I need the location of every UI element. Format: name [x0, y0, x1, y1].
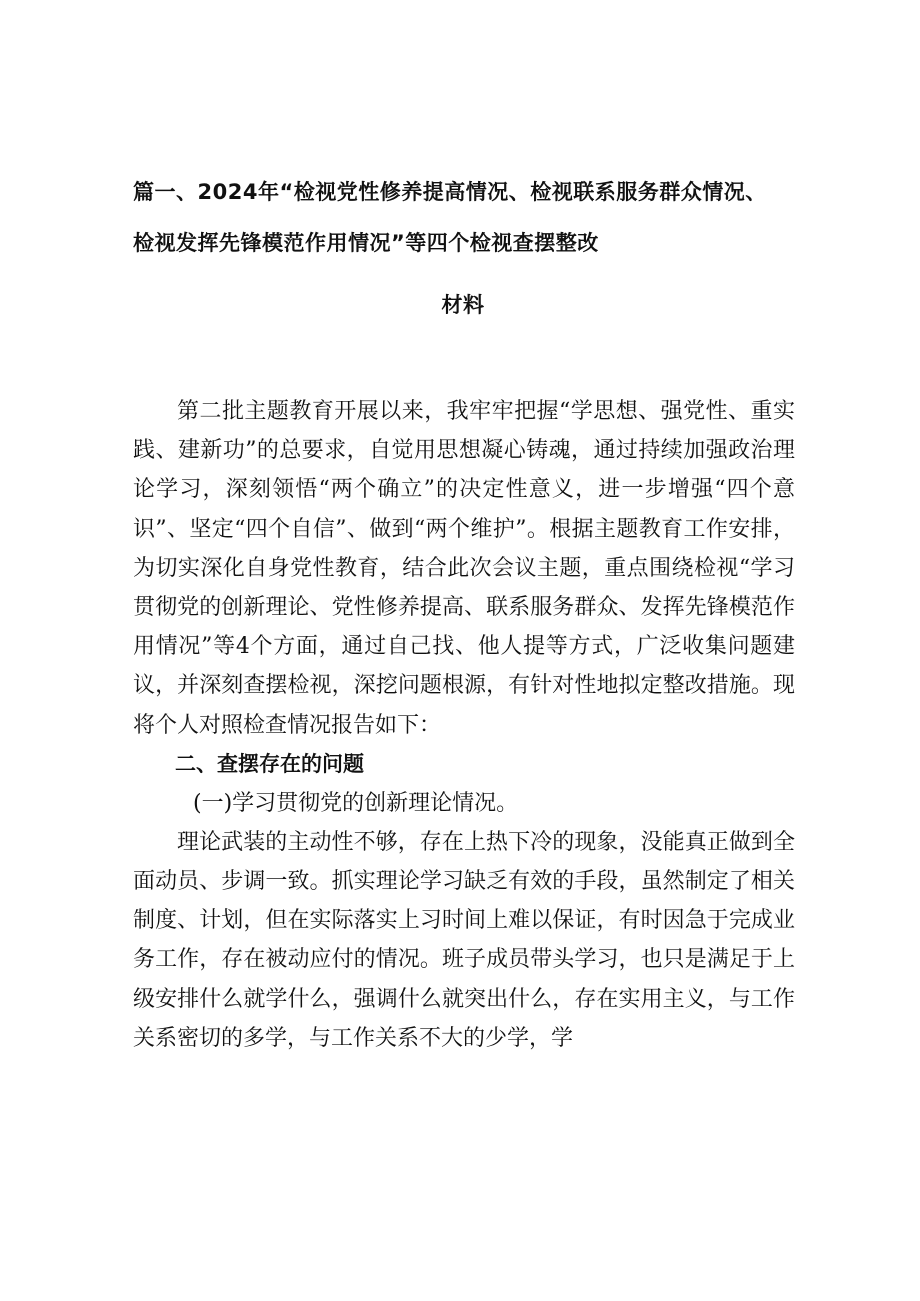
- subsection-heading: (一)学习贯彻党的创新理论情况。: [193, 790, 519, 816]
- title-line-3: 材料: [441, 293, 485, 317]
- intro-paragraph: 第二批主题教育开展以来，我牢牢把握“学思想、强党性、重实践、建新功”的总要求，自觉用思想凝心铸魂，通过持续加强政治理论学习，深刻领悟“两个确立”的决定性意义，进一步增强“四个意识”、坚定“四个自信”、做到“两个维护”。根据主题教育工作安排，为切实深化自身党性教育，结合此次会议主题，重点围绕检视“学习贯彻党的创新理论、党性修养提高、联系服务群众、发挥先锋模范作用情况”等4个方面，通过自己找、他人提等方式，广泛收集问题建议，并深刻查摆检视，深挖问题根源，有针对性地拟定整改措施。现将个人对照检查情况报告如下：: [133, 399, 795, 738]
- title-line-1: 篇一、2024年“检视党性修养提高情况、检视联系服务群众情况、: [133, 180, 767, 204]
- body-paragraph: 理论武装的主动性不够，存在上热下冷的现象，没能真正做到全面动员、步调一致。抓实理论学习缺乏有效的手段，虽然制定了相关制度、计划，但在实际落实上习时间上难以保证，有时因急于完成业务工作，存在被动应付的情况。班子成员带头学习，也只是满足于上级安排什么就学什么，强调什么就突出什么，存在实用主义，与工作关系密切的多学，与工作关系不大的少学，学: [133, 829, 795, 1051]
- document-title: [133, 168, 793, 329]
- section-heading: 二、查摆存在的问题: [175, 751, 364, 776]
- title-line-2: 检视发挥先锋模范作用情况”等四个检视查摆整改: [133, 231, 599, 255]
- document-body: [133, 392, 795, 1058]
